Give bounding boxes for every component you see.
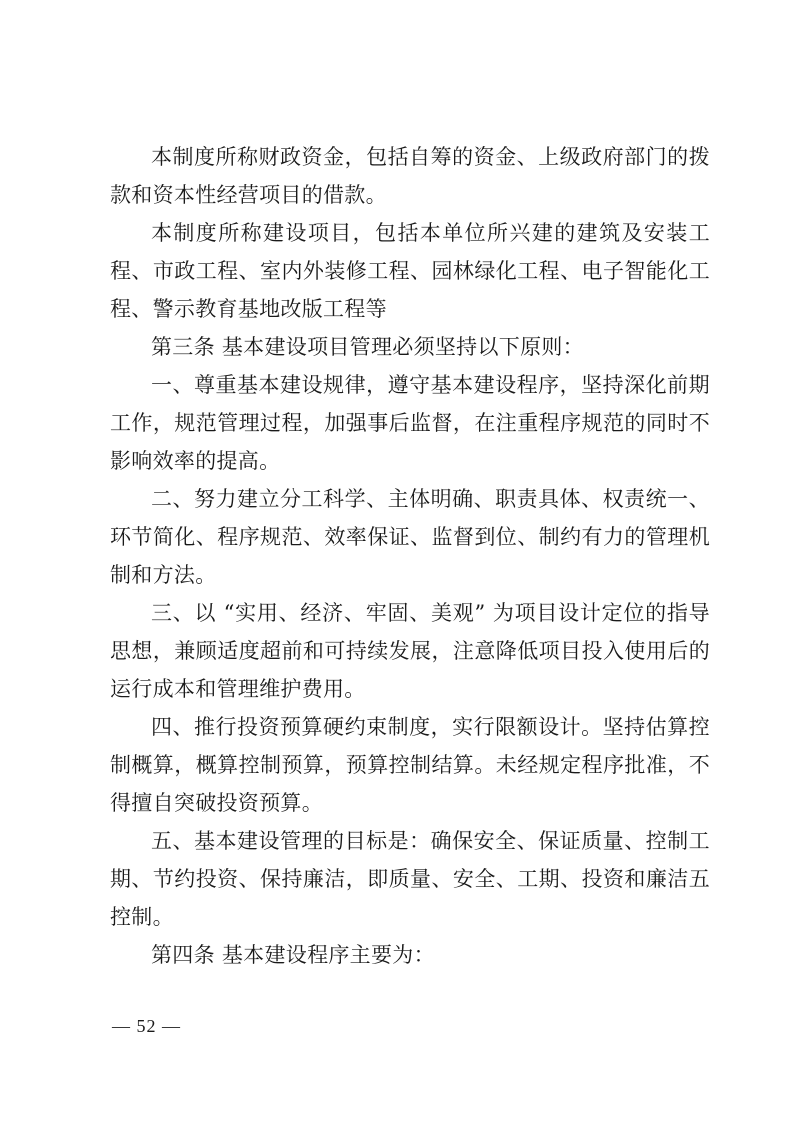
paragraph-fiscal-funds: 本制度所称财政资金，包括自筹的资金、上级政府部门的拨款和资本性经营项目的借款。: [110, 145, 710, 207]
principle-2: 二、努力建立分工科学、主体明确、职责具体、权责统一、环节简化、程序规范、效率保证、监督到位、制约有力的管理机制和方法。: [110, 487, 710, 587]
paragraph-construction-projects: 本制度所称建设项目，包括本单位所兴建的建筑及安装工程、市政工程、室内外装修工程、园林绿化工程、电子智能化工程、警示教育基地改版工程等: [110, 221, 710, 321]
article-4-heading: 第四条 基本建设程序主要为：: [151, 943, 435, 967]
principle-1: 一、尊重基本建设规律，遵守基本建设程序，坚持深化前期工作，规范管理过程，加强事后监督，在注重程序规范的同时不影响效率的提高。: [110, 373, 710, 473]
article-3-heading: 第三条 基本建设项目管理必须坚持以下原则：: [151, 335, 584, 359]
principle-4: 四、推行投资预算硬约束制度，实行限额设计。坚持估算控制概算，概算控制预算，预算控制结算。未经规定程序批准，不得擅自突破投资预算。: [110, 715, 710, 815]
principle-3: 三、以 “实用、经济、牢固、美观” 为项目设计定位的指导思想，兼顾适度超前和可持续发展，注意降低项目投入使用后的运行成本和管理维护费用。: [110, 601, 710, 701]
principle-5: 五、基本建设管理的目标是：确保安全、保证质量、控制工期、节约投资、保持廉洁，即质量、安全、工期、投资和廉洁五控制。: [110, 829, 710, 929]
document-body: [110, 138, 710, 974]
page-number: — 52 —: [112, 1016, 181, 1036]
